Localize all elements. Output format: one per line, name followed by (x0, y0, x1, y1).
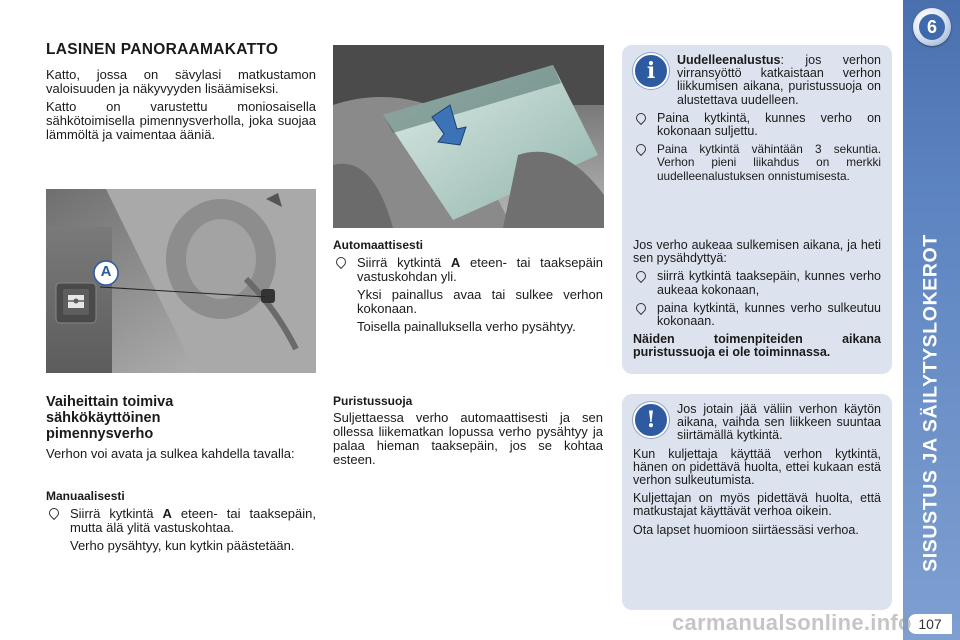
manual-note: Verho pysähtyy, kun kytkin päästetään. (70, 538, 295, 553)
info-lead: Uudelleenalustus: jos verhon virransyöttö katkaistaan verhon liikkumisen aikana, puristussuoja on alustettava uudelleen. (677, 53, 881, 107)
auto-bullet: Siirrä kytkintä A eteen- tai taaksepäin vastuskohdan yli. (333, 256, 603, 284)
warning-para-4: Ota lapset huomioon siirtäessäsi verhoa. (633, 522, 859, 537)
subsection-intro: Verhon voi avata ja sulkea kahdella tavalla: (46, 446, 295, 461)
switch-label-A: A (100, 263, 112, 280)
info-icon: i (633, 53, 669, 89)
info-bullet-1: Paina kytkintä, kunnes verho on kokonaan suljettu. (633, 112, 881, 138)
info-bullet-2: Paina kytkintä vähintään 3 sekuntia. Verhon pieni liikahdus on merkki uudelleenalustuksen onnistumisesta. (633, 143, 881, 183)
chapter-title: SISUSTUS JA SÄILYTYSLOKEROT (919, 234, 942, 572)
bullet-icon (634, 142, 648, 156)
intro-paragraph-2: Katto on varustettu moniosaisella sähkötoimisella pimennysverholla, joka suojaa lämmöltä ja vaimentaa ääniä. (46, 99, 316, 142)
bullet-icon (634, 301, 648, 315)
section-intro (46, 68, 316, 142)
warning-para-1: Jos jotain jää väliin verhon käytön aikana, vaihda sen liikkeen suuntaa siirtämällä kytkintä. (677, 402, 881, 443)
intro-paragraph-1: Katto, jossa on sävylasi matkustamon valoisuuden ja näkyvyyden lisäämiseksi. (46, 67, 316, 96)
auto-note-2: Toisella painalluksella verho pysähtyy. (357, 319, 576, 334)
info-bullet-4: paina kytkintä, kunnes verho sulkeutuu kokonaan. (633, 302, 881, 328)
manual-heading: Manuaalisesti (46, 489, 125, 503)
info-box-text-2 (633, 239, 881, 360)
auto-note-1: Yksi painallus avaa tai sulkee verhon kokonaan. (357, 287, 603, 316)
auto-instructions (333, 256, 603, 334)
bullet-icon (334, 255, 348, 269)
warning-icon: ! (633, 402, 669, 438)
info-box-text (633, 54, 881, 183)
console-switch-image (46, 189, 316, 373)
info-bullet-3: siirrä kytkintä taaksepäin, kunnes verho aukeaa kokonaan, (633, 270, 881, 296)
console-illustration (46, 189, 316, 373)
sunroof-image (333, 45, 604, 228)
sunroof-illustration (333, 45, 604, 228)
warning-para-3: Kuljettajan on myös pidettävä huolta, että matkustajat käyttävät verhoa oikein. (633, 491, 881, 519)
bullet-icon (634, 269, 648, 283)
subsection-title: Vaiheittain toimiva sähkökäyttöinen pimennysverho (46, 394, 174, 442)
manual-instructions (46, 507, 316, 553)
auto-heading: Automaattisesti (333, 238, 424, 252)
bullet-icon (47, 506, 61, 520)
chapter-number: 6 (919, 14, 945, 40)
pinch-text: Suljettaessa verho automaattisesti ja sen ollessa liikematkan lopussa verho pysähtyy ja palaa hieman taaksepäin, jos se kohtaa esteen. (333, 410, 603, 467)
section-title: LASINEN PANORAAMAKATTO (46, 41, 279, 58)
warning-para-2: Kun kuljettaja käyttää verhon kytkintä, hänen on pidettävä huolta, ettei kukaan estä verhon sulkeutumista. (633, 446, 881, 488)
manual-bullet: Siirrä kytkintä A eteen- tai taaksepäin, mutta älä ylitä vastuskohtaa. (46, 507, 316, 535)
watermark: carmanualsonline.info (672, 610, 912, 635)
bullet-icon (634, 111, 648, 125)
page-number: 107 (908, 614, 952, 634)
info-bold-note: Näiden toimenpiteiden aikana puristussuoja ei ole toiminnassa. (633, 332, 881, 360)
pinch-heading: Puristussuoja (333, 394, 413, 408)
chapter-number-badge (913, 8, 951, 46)
warning-box-text (633, 403, 881, 537)
info-para-2: Jos verho aukeaa sulkemisen aikana, ja heti sen pysähdyttyä: (633, 238, 881, 266)
